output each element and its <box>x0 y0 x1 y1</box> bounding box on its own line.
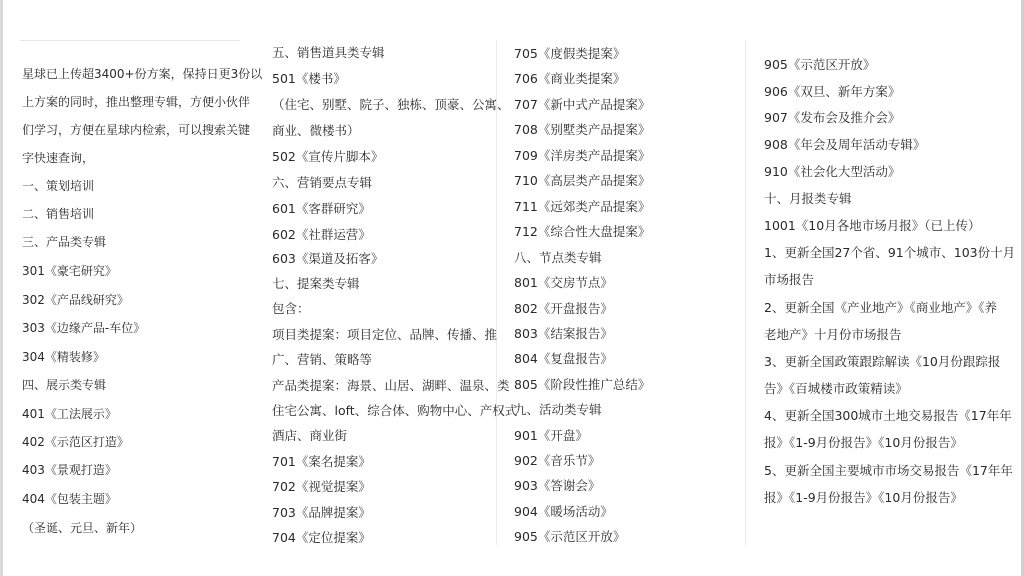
text-line: 3、更新全国政策跟踪解读《10月份跟踪报 <box>764 354 1001 369</box>
text-line: 告》《百城楼市政策精读》 <box>764 381 908 396</box>
text-line: 803《结案报告》 <box>514 326 613 341</box>
text-line: 星球已上传超3400+份方案，保持日更3份以 <box>22 67 263 81</box>
text-line: 802《开盘报告》 <box>514 301 613 316</box>
text-line: 二、销售培训 <box>22 207 95 221</box>
text-line: 603《渠道及拓客》 <box>272 251 384 266</box>
text-line: 501《楼书》 <box>272 71 346 86</box>
text-line: 601《客群研究》 <box>272 201 371 216</box>
text-line: 602《社群运营》 <box>272 227 371 242</box>
text-line: 703《品牌提案》 <box>272 505 371 520</box>
text-line: 上方案的同时，推出整理专辑，方便小伙伴 <box>22 95 251 109</box>
text-line: 801《交房节点》 <box>514 275 613 290</box>
text-line: 七、提案类专辑 <box>272 276 360 291</box>
text-line: 708《别墅类产品提案》 <box>514 122 651 137</box>
text-line: 702《视觉提案》 <box>272 479 371 494</box>
text-line: 301《豪宅研究》 <box>22 264 117 278</box>
text-line: 三、产品类专辑 <box>22 235 107 249</box>
panel-edge <box>496 40 497 545</box>
text-line: 市场报告 <box>764 272 815 287</box>
top-divider <box>20 40 240 41</box>
text-line: 705《度假类提案》 <box>514 46 626 61</box>
text-line: 5、更新全国主要城市市场交易报告《17年年 <box>764 463 1013 478</box>
text-line: 906《双旦、新年方案》 <box>764 84 901 99</box>
text-line: 报》《1-9月份报告》《10月份报告》 <box>764 490 963 505</box>
text-line: 907《发布会及推介会》 <box>764 110 901 125</box>
text-line: 701《案名提案》 <box>272 454 371 469</box>
text-line: 十、月报类专辑 <box>764 191 852 206</box>
text-line: 4、更新全国300城市土地交易报告《17年年 <box>764 408 1012 423</box>
text-line: 905《示范区开放》 <box>764 57 876 72</box>
text-line: 项目类提案：项目定位、品牌、传播、推 <box>272 327 498 342</box>
text-line: 303《边缘产品-车位》 <box>22 321 146 335</box>
text-line: 901《开盘》 <box>514 428 588 443</box>
text-line: 四、展示类专辑 <box>22 378 107 392</box>
text-line: 908《年会及周年活动专辑》 <box>764 137 926 152</box>
text-line: 酒店、商业街 <box>272 428 348 443</box>
text-line: 报》《1-9月份报告》《10月份报告》 <box>764 435 963 450</box>
text-line: 402《示范区打造》 <box>22 435 129 449</box>
text-line: 707《新中式产品提案》 <box>514 97 651 112</box>
text-line: 老地产》十月份市场报告 <box>764 327 902 342</box>
text-line: 包含： <box>272 301 310 316</box>
text-line: 字快速查询， <box>22 151 95 165</box>
text-line: 704《定位提案》 <box>272 530 371 545</box>
text-line: 711《远郊类产品提案》 <box>514 199 651 214</box>
text-line: 八、节点类专辑 <box>514 250 602 265</box>
text-line: 住宅公寓、loft、综合体、购物中心、产权式 <box>272 403 518 418</box>
text-line: 710《高层类产品提案》 <box>514 173 651 188</box>
text-line: （圣诞、元旦、新年） <box>22 521 143 535</box>
text-line: 商业、微楼书） <box>272 123 360 138</box>
text-line: 一、策划培训 <box>22 179 95 193</box>
text-line: 广、营销、策略等 <box>272 352 373 367</box>
text-line: 404《包装主题》 <box>22 492 117 506</box>
text-line: 706《商业类提案》 <box>514 71 626 86</box>
left-border <box>0 0 3 576</box>
text-line: 304《精装修》 <box>22 350 105 364</box>
text-line: 902《音乐节》 <box>514 453 601 468</box>
text-line: 403《景观打造》 <box>22 463 117 477</box>
text-line: 五、销售道具类专辑 <box>272 45 385 60</box>
text-line: 905《示范区开放》 <box>514 529 626 544</box>
text-line: 六、营销要点专辑 <box>272 175 373 190</box>
text-line: 1、更新全国27个省、91个城市、103份十月 <box>764 245 1016 260</box>
text-line: 502《宣传片脚本》 <box>272 149 384 164</box>
text-line: 709《洋房类产品提案》 <box>514 148 651 163</box>
text-line: 401《工法展示》 <box>22 407 117 421</box>
panel-edge <box>745 40 746 545</box>
text-line: （住宅、别墅、院子、独栋、顶豪、公寓、 <box>272 97 510 112</box>
text-line: 805《阶段性推广总结》 <box>514 377 651 392</box>
text-line: 904《暖场活动》 <box>514 504 613 519</box>
text-line: 804《复盘报告》 <box>514 351 613 366</box>
text-line: 2、更新全国《产业地产》《商业地产》《养 <box>764 300 997 315</box>
text-line: 九、活动类专辑 <box>514 402 602 417</box>
text-line: 产品类提案：海景、山居、湖畔、温泉、类 <box>272 378 510 393</box>
text-line: 302《产品线研究》 <box>22 293 129 307</box>
text-line: 1001《10月各地市场月报》（已上传） <box>764 218 981 233</box>
text-line: 们学习，方便在星球内检索，可以搜索关键 <box>22 123 251 137</box>
text-line: 712《综合性大盘提案》 <box>514 224 651 239</box>
text-line: 903《答谢会》 <box>514 478 601 493</box>
text-line: 910《社会化大型活动》 <box>764 164 901 179</box>
